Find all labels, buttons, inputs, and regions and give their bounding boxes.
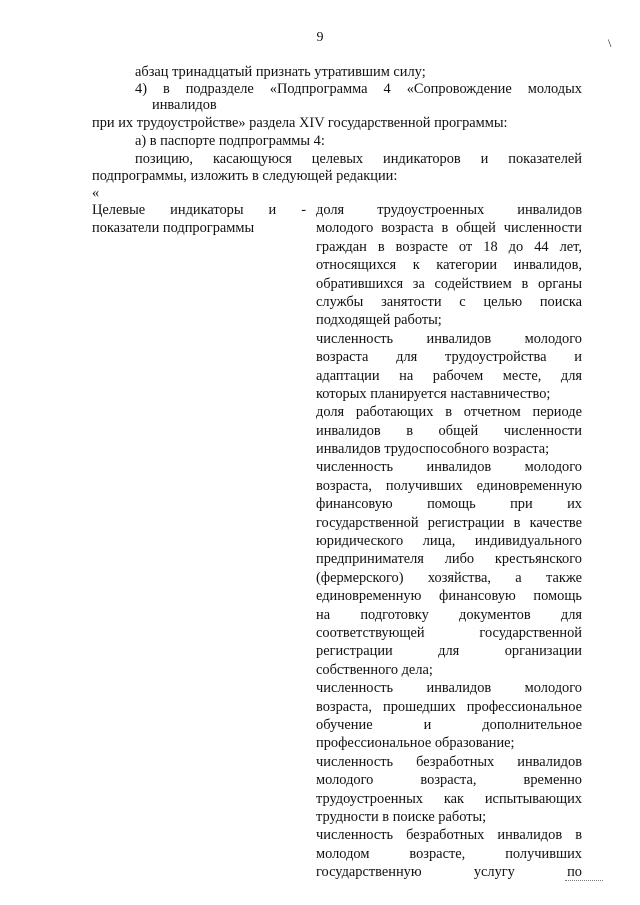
page-number: 9 [316, 30, 324, 45]
opening-quote: « [92, 185, 100, 201]
table-right-line: численность безработных инвалидов [316, 753, 582, 770]
table-right-line: доля трудоустроенных инвалидов [316, 202, 582, 218]
intro-line-7: подпрограммы, изложить в следующей редакции: [92, 168, 398, 184]
table-right-line: государственную услугу по [316, 864, 582, 881]
table-right-line: инвалидов трудоспособного возраста; [316, 441, 550, 458]
table-right-line: обратившихся за содействием в органы [316, 275, 582, 292]
table-right-line: обучение и дополнительное [316, 716, 582, 733]
table-right-line: численность инвалидов молодого [316, 330, 582, 347]
table-right-line: трудности в поиске работы; [316, 808, 487, 825]
table-right-line: профессиональное образование; [316, 735, 515, 752]
table-right-line: молодом возрасте, получивших [316, 845, 582, 862]
table-right-line: численность безработных инвалидов в [316, 827, 582, 844]
table-right-line: доля работающих в отчетном периоде [316, 404, 582, 421]
table-right-line: подходящей работы; [316, 312, 442, 329]
table-right-line: инвалидов в общей численности [316, 422, 582, 439]
table-right-line: соответствующей государственной [316, 624, 582, 641]
bottom-dotted-mark [565, 880, 603, 881]
intro-line-6: позицию, касающуюся целевых индикаторов и показателей [135, 151, 582, 167]
table-right-cell [316, 201, 582, 881]
intro-line-5: а) в паспорте подпрограммы 4: [135, 133, 325, 149]
table-left-cell [92, 201, 306, 237]
stray-mark: \ [608, 36, 612, 50]
intro-line-3: инвалидов [152, 97, 217, 113]
table-right-line: молодого возраста, временно [316, 772, 582, 789]
table-right-line: юридического лица, индивидуального [316, 533, 582, 550]
table-right-line: единовременную финансовую помощь [316, 588, 582, 605]
table-right-line: которых планируется наставничество; [316, 385, 551, 402]
table-right-line: возраста, получивших единовременную [316, 477, 582, 494]
intro-line-1: абзац тринадцатый признать утратившим силу; [135, 64, 426, 80]
table-right-line: адаптации на рабочем месте, для [316, 367, 582, 384]
table-right-line: относящихся к категории инвалидов, [316, 257, 582, 274]
table-right-line: возраста, прошедших профессиональное [316, 698, 582, 715]
table-right-line: граждан в возрасте от 18 до 44 лет, [316, 238, 582, 255]
intro-line-2: 4) в подразделе «Подпрограмма 4 «Сопровождение молодых [135, 81, 582, 97]
table-left-line-1: Целевые индикаторы и - [92, 202, 306, 218]
table-right-line: молодого возраста в общей численности [316, 220, 582, 237]
table-left-line-2: показатели подпрограммы [92, 220, 255, 236]
table-right-line: службы занятости с целью поиска [316, 293, 582, 310]
table-right-line: государственной регистрации в качестве [316, 514, 582, 531]
table-right-line: (фермерского) хозяйства, а также [316, 569, 582, 586]
table-right-line: собственного дела; [316, 661, 433, 678]
table-right-line: возраста для трудоустройства и [316, 349, 582, 366]
table-right-line: численность инвалидов молодого [316, 459, 582, 476]
table-right-line: численность инвалидов молодого [316, 680, 582, 697]
table-right-line: трудоустроенных как испытывающих [316, 790, 582, 807]
table-right-line: регистрации для организации [316, 643, 582, 660]
table-right-line: предпринимателя либо крестьянского [316, 551, 582, 568]
table-right-line: финансовую помощь при их [316, 496, 582, 513]
intro-line-4: при их трудоустройстве» раздела XIV государственной программы: [92, 115, 508, 131]
table-right-line: на подготовку документов для [316, 606, 582, 623]
